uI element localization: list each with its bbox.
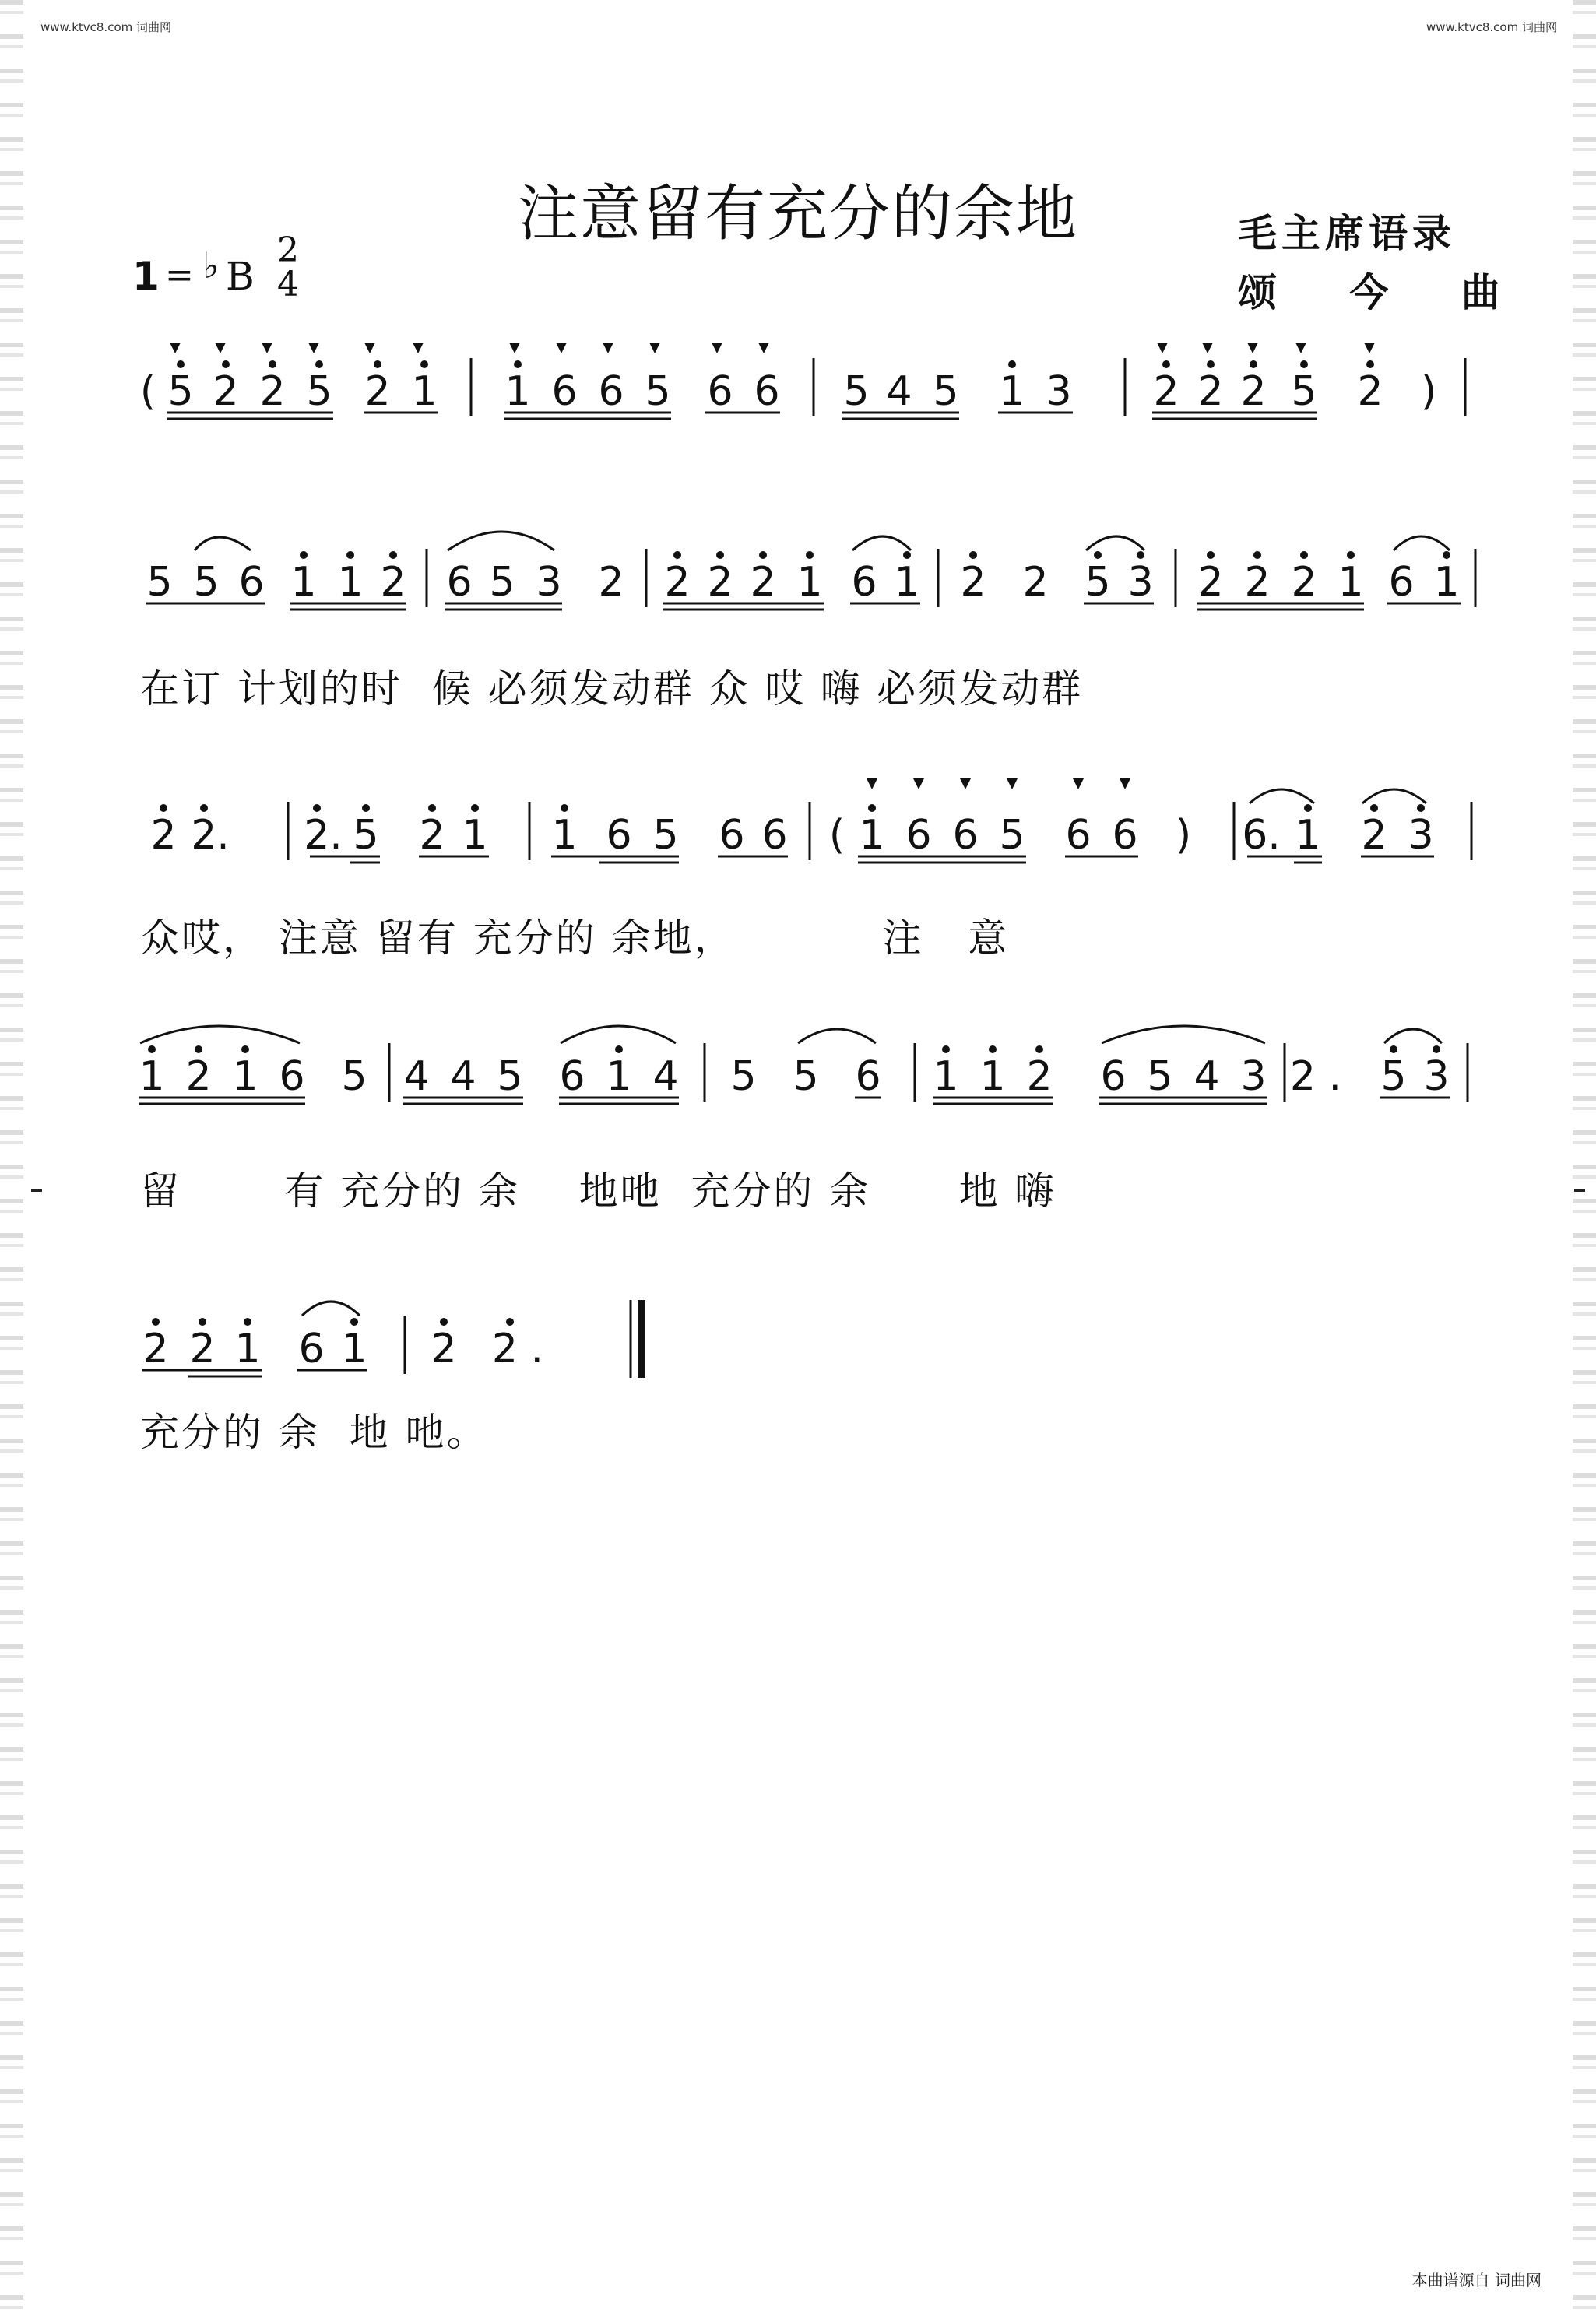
time-signature	[272, 230, 304, 304]
note: 1	[290, 559, 317, 606]
time-signature-unit: 4	[277, 265, 299, 304]
note: 1	[979, 1053, 1006, 1100]
note: 4	[1193, 1053, 1220, 1100]
note: 3	[1046, 368, 1072, 415]
close-paren: )	[1420, 368, 1437, 415]
note: 1	[232, 1053, 258, 1100]
note: 2	[1357, 368, 1383, 415]
note: 1	[551, 812, 578, 859]
note: 6	[851, 559, 877, 606]
note: 3	[536, 559, 562, 606]
note: 2	[1291, 559, 1317, 606]
note: 2	[150, 812, 177, 859]
note: 4	[886, 368, 912, 415]
note: 2	[1197, 368, 1224, 415]
note: 2	[431, 1326, 457, 1372]
note: 5	[193, 559, 220, 606]
slurs	[1250, 789, 1426, 803]
note: 6	[551, 368, 578, 415]
slurs	[140, 1026, 1442, 1043]
note: 6	[905, 812, 932, 859]
note: 2	[185, 1053, 212, 1100]
note: 5	[843, 368, 870, 415]
open-paren: (	[139, 368, 156, 415]
note: 6	[1388, 559, 1415, 606]
note: 5	[497, 1053, 523, 1100]
note: 2	[1153, 368, 1179, 415]
note: 2	[259, 368, 286, 415]
key-equals: =	[165, 255, 194, 295]
note: 6	[298, 1326, 325, 1372]
close-paren: )	[1175, 812, 1192, 859]
flat-sign: ♭	[202, 244, 220, 286]
note: 1	[894, 559, 920, 606]
note: 1	[933, 1053, 959, 1100]
note: 4	[403, 1053, 430, 1100]
note: 5	[1291, 368, 1317, 415]
note: 6	[754, 368, 780, 415]
note: 6	[598, 368, 624, 415]
note: 2	[1026, 1053, 1053, 1100]
note: 6	[719, 812, 745, 859]
note: 1	[606, 1053, 632, 1100]
note: 2	[664, 559, 691, 606]
note: 1	[504, 368, 531, 415]
note: 2	[364, 368, 391, 415]
staff-line-3-notes	[0, 771, 1596, 864]
note: 2	[1244, 559, 1271, 606]
staff-line-4-notes	[0, 1012, 1596, 1105]
margin-mark-right	[1574, 1189, 1585, 1192]
note: 5	[146, 559, 173, 606]
dots	[152, 1318, 514, 1326]
staff-line-1-notes	[0, 327, 1596, 420]
note: 1	[796, 559, 823, 606]
note: 3	[1423, 1053, 1450, 1100]
note: 1	[1338, 559, 1364, 606]
song-title: 注意留有充分的余地	[517, 179, 1078, 250]
composer-credit: 颂 今 曲	[1238, 269, 1530, 315]
note: 6	[761, 812, 788, 859]
margin-mark-left	[31, 1189, 42, 1192]
staff-line-5-notes	[0, 1284, 1596, 1378]
note: 4	[652, 1053, 679, 1100]
note: 2	[750, 559, 776, 606]
note: 4	[450, 1053, 476, 1100]
note: 5	[489, 559, 515, 606]
note: 6	[279, 1053, 305, 1100]
beam-lines	[167, 413, 1317, 419]
note: 6	[559, 1053, 585, 1100]
bar-lines	[427, 549, 1475, 607]
note: 5	[645, 368, 671, 415]
note: 3	[1240, 1053, 1267, 1100]
note: 6	[1112, 812, 1138, 859]
staff-line-2-notes	[0, 518, 1596, 611]
note: 1	[234, 1326, 261, 1372]
slurs	[302, 1302, 360, 1316]
note: 2	[1022, 559, 1049, 606]
note: 6	[855, 1053, 881, 1100]
note: 1	[341, 1326, 367, 1372]
note: 6.	[1242, 812, 1281, 859]
note: 2	[142, 1326, 169, 1372]
dots	[300, 551, 1450, 559]
beam-lines	[310, 856, 1434, 863]
note: 5	[933, 368, 959, 415]
note: 2	[1197, 559, 1224, 606]
lyric-line-1: 在订 计划的时 候 必须发动群 众 哎 嗨 必须发动群	[140, 666, 1084, 712]
note: 5	[793, 1053, 819, 1100]
lyrics-source: 毛主席语录	[1238, 210, 1456, 256]
note: 5	[730, 1053, 757, 1100]
accent-marks	[170, 343, 1375, 353]
note: 5	[1085, 559, 1111, 606]
note: 2	[598, 559, 624, 606]
note: 1	[139, 1053, 165, 1100]
note: 6	[446, 559, 473, 606]
note: 2	[213, 368, 239, 415]
note: 6	[1100, 1053, 1127, 1100]
note: 1	[337, 559, 364, 606]
watermark-right: www.ktvc8.com 词曲网	[1426, 20, 1557, 34]
note: 5	[999, 812, 1025, 859]
key-note: B	[226, 254, 255, 299]
beam-lines	[146, 603, 1461, 610]
beam-lines	[142, 1370, 367, 1376]
note: 6	[606, 812, 632, 859]
note: 1	[411, 368, 438, 415]
note: 5	[652, 812, 679, 859]
note: 2	[1361, 812, 1387, 859]
note: 2	[1240, 368, 1267, 415]
lyric-line-2: 众哎， 注意 留有 充分的 余地， 注 意	[140, 915, 1010, 961]
note: 2.	[191, 812, 230, 859]
note: 5	[341, 1053, 367, 1100]
note: 6	[952, 812, 979, 859]
open-paren: (	[828, 812, 845, 859]
note: 5	[1380, 1053, 1407, 1100]
note: 6	[707, 368, 733, 415]
accent-marks	[867, 778, 1130, 789]
note: 1	[999, 368, 1025, 415]
note: 2 .	[1289, 1053, 1342, 1100]
note: 1	[859, 812, 885, 859]
note: 2 .	[491, 1326, 544, 1372]
note: 5	[167, 368, 194, 415]
slurs	[195, 532, 1450, 550]
note: 3	[1127, 559, 1154, 606]
time-signature-beats: 2	[277, 230, 299, 270]
note: 5	[353, 812, 379, 859]
note: 1	[1433, 559, 1460, 606]
note: 5	[1147, 1053, 1173, 1100]
dots	[177, 360, 1374, 368]
note: 1	[1295, 812, 1321, 859]
key-tonic: 1	[132, 254, 160, 299]
note: 1	[462, 812, 488, 859]
note: 2	[189, 1326, 216, 1372]
watermark-left: www.ktvc8.com 词曲网	[40, 20, 172, 34]
note: 6	[238, 559, 265, 606]
note: 2	[419, 812, 445, 859]
note: 3	[1408, 812, 1434, 859]
note: 2	[707, 559, 733, 606]
source-footer: 本曲谱源自 词曲网	[1411, 2271, 1542, 2289]
note: 2	[960, 559, 986, 606]
lyric-line-3: 留 有 充分的 余 地吔 充分的 余 地 嗨	[140, 1168, 1056, 1214]
note: 2.	[304, 812, 343, 859]
note: 5	[306, 368, 332, 415]
note: 2	[380, 559, 406, 606]
lyric-line-4: 充分的 余 地 吔。	[140, 1410, 488, 1455]
dots	[148, 1045, 1440, 1053]
note: 6	[1065, 812, 1092, 859]
